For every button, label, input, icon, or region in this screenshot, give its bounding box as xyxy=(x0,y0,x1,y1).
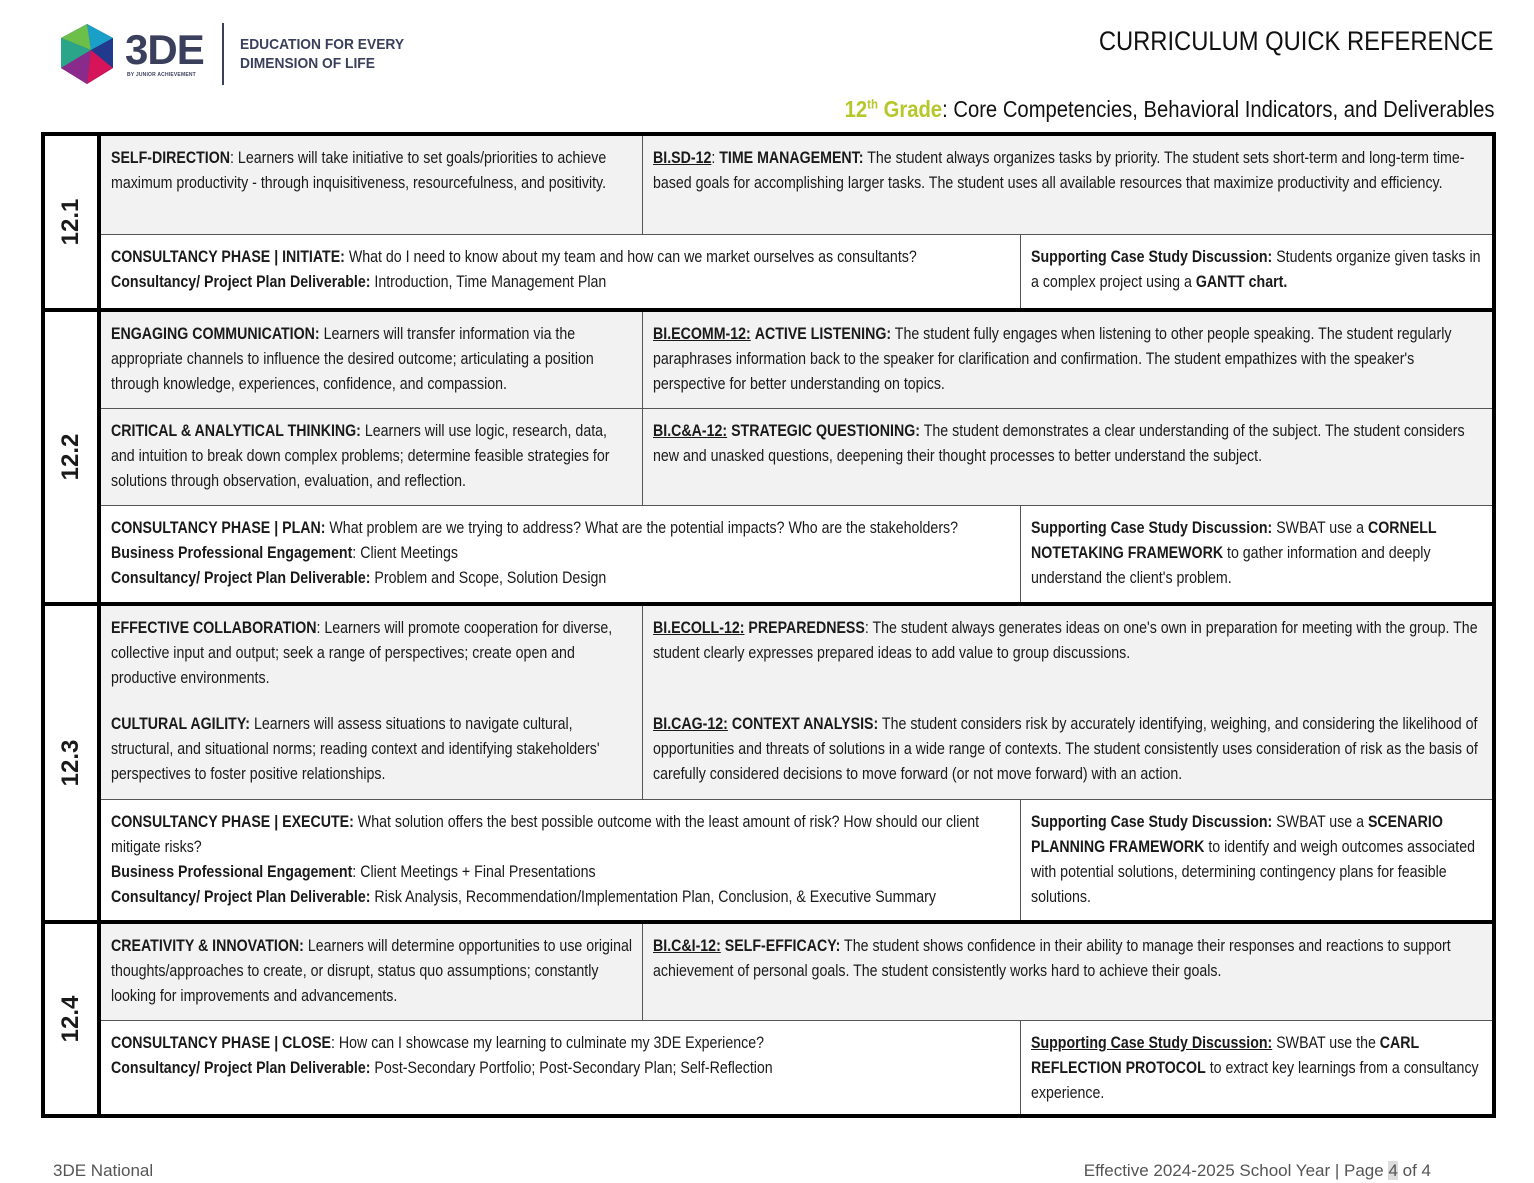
logo-tagline: EDUCATION FOR EVERY DIMENSION OF LIFE xyxy=(239,36,404,72)
behavioral-indicator-cell: BI.C&A-12: STRATEGIC QUESTIONING: The student demonstrates a clear understanding of the subject. The student considers new and unasked questions, deepening their thought processes to better understand the subject. xyxy=(642,409,1492,505)
competency-row xyxy=(101,312,1492,408)
section-12-3 xyxy=(45,602,1492,920)
logo-wordmark: 3DE xyxy=(125,26,204,73)
supporting-case-study-cell: Supporting Case Study Discussion: SWBAT use a SCENARIO PLANNING FRAMEWORK to identify and weigh outcomes associated with potential solutions, determining contingency plans for feasible solutions. xyxy=(1020,800,1492,920)
competency-row xyxy=(101,606,1492,702)
behavioral-indicator-cell: BI.ECOMM-12: ACTIVE LISTENING: The student fully engages when listening to other people speaking. The student regularly paraphrases information back to the speaker for clarification and confirmation. The student empathizes with the speaker's perspective for better understanding on topics. xyxy=(642,312,1492,408)
supporting-case-study-cell: Supporting Case Study Discussion: Students organize given tasks in a complex project using a GANTT chart. xyxy=(1020,235,1492,308)
supporting-case-study-cell: Supporting Case Study Discussion: SWBAT use the CARL REFLECTION PROTOCOL to extract key learnings from a consultancy experience. xyxy=(1020,1021,1492,1114)
section-12-1 xyxy=(45,136,1492,308)
footer-organization: 3DE National xyxy=(53,1161,154,1180)
section-12-4 xyxy=(45,920,1492,1114)
supporting-case-study-cell: Supporting Case Study Discussion: SWBAT use a CORNELL NOTETAKING FRAMEWORK to gather information and deeply understand the client's problem. xyxy=(1020,506,1492,602)
competency-row xyxy=(101,136,1492,234)
phase-cell: CONSULTANCY PHASE | PLAN: What problem are we trying to address? What are the potential impacts? Who are the stakeholders? Business Professional Engagement: Client Meetings Consultancy/ Project Plan Deliverable: Problem and Scope, Solution Design xyxy=(111,519,959,587)
logo-byline: BY JUNIOR ACHIEVEMENT xyxy=(127,72,196,78)
competency-row xyxy=(101,408,1492,505)
phase-cell: CONSULTANCY PHASE | EXECUTE: What solution offers the best possible outcome with the least amount of risk? How should our client mitigate risks? Business Professional Engagement: Client Meetings + Final Presentations Consultancy/ Project Plan Deliverable: Risk Analysis, Recommendation/Implementation Plan, Conclusion, & Executive Summary xyxy=(111,813,980,906)
competency-cell: EFFECTIVE COLLABORATION: Learners will promote cooperation for diverse, collective input and output; seek a range of perspectives; create open and productive environments. xyxy=(111,619,613,687)
behavioral-indicator-cell: BI.SD-12: TIME MANAGEMENT: The student always organizes tasks by priority. The student sets short-term and long-term time-based goals for accomplishing larger tasks. The student uses all available resources that maximize productivity and efficiency. xyxy=(642,136,1492,234)
section-label: 12.1 xyxy=(45,136,101,308)
competency-table xyxy=(41,132,1496,1118)
behavioral-indicator-cell: BI.C&I-12: SELF-EFFICACY: The student shows confidence in their ability to manage their responses and reactions to support achievement of personal goals. The student consistently works hard to achieve their goals. xyxy=(642,924,1492,1020)
footer-page-info: Effective 2024-2025 School Year | Page 4 of 4 xyxy=(1083,1161,1431,1180)
behavioral-indicator-cell: BI.CAG-12: CONTEXT ANALYSIS: The student considers risk by accurately identifying, weighing, and considering the likelihood of opportunities and threats of solutions in a wide range of contexts. The student consistently uses consideration of risk as the basis of carefully considered decisions to move forward (or not move forward) with an action. xyxy=(642,702,1492,799)
phase-row xyxy=(101,799,1492,920)
section-label: 12.3 xyxy=(45,606,101,920)
logo xyxy=(55,22,418,86)
page-number: 4 xyxy=(1388,1161,1398,1180)
competency-row xyxy=(101,924,1492,1020)
section-label: 12.2 xyxy=(45,312,101,602)
competency-cell: SELF-DIRECTION: Learners will take initiative to set goals/priorities to achieve maximum productivity - through inquisitiveness, resourcefulness, and positivity. xyxy=(111,149,607,192)
competency-cell: CREATIVITY & INNOVATION: Learners will determine opportunities to use original thoughts/approaches to create, or disrupt, status quo assumptions; constantly looking for improvements and advancements. xyxy=(111,937,633,1005)
competency-row xyxy=(101,702,1492,799)
section-12-2 xyxy=(45,308,1492,602)
competency-cell: ENGAGING COMMUNICATION: Learners will transfer information via the appropriate channels to influence the desired outcome; articulating a position through knowledge, experiences, confidence, and compassion. xyxy=(111,325,594,393)
competency-cell: CRITICAL & ANALYTICAL THINKING: Learners will use logic, research, data, and intuition to break down complex problems; determine feasible strategies for solutions through observation, evaluation, and reflection. xyxy=(111,422,610,490)
phase-row xyxy=(101,234,1492,308)
section-label: 12.4 xyxy=(45,924,101,1114)
behavioral-indicator-cell: BI.ECOLL-12: PREPAREDNESS: The student always generates ideas on one's own in preparation for meeting with the group. The student clearly expresses prepared ideas to add value to group discussions. xyxy=(642,606,1492,702)
phase-cell: CONSULTANCY PHASE | INITIATE: What do I need to know about my team and how can we market ourselves as consultants? Consultancy/ Project Plan Deliverable: Introduction, Time Management Plan xyxy=(111,248,917,291)
logo-divider xyxy=(222,23,224,85)
competency-cell: CULTURAL AGILITY: Learners will assess situations to navigate cultural, structural, and situational norms; reading context and identifying stakeholders' perspectives to foster positive relationships. xyxy=(111,715,600,783)
phase-row xyxy=(101,505,1492,602)
phase-cell: CONSULTANCY PHASE | CLOSE: How can I showcase my learning to culminate my 3DE Experience? Consultancy/ Project Plan Deliverable: Post-Secondary Portfolio; Post-Secondary Plan; Self-Reflection xyxy=(111,1034,773,1077)
phase-row xyxy=(101,1020,1492,1114)
3de-logo-icon xyxy=(55,22,119,86)
document-subtitle: 12th Grade: Core Competencies, Behavioral Indicators, and Deliverables xyxy=(844,96,1494,122)
document-title: CURRICULUM QUICK REFERENCE xyxy=(1099,26,1494,56)
